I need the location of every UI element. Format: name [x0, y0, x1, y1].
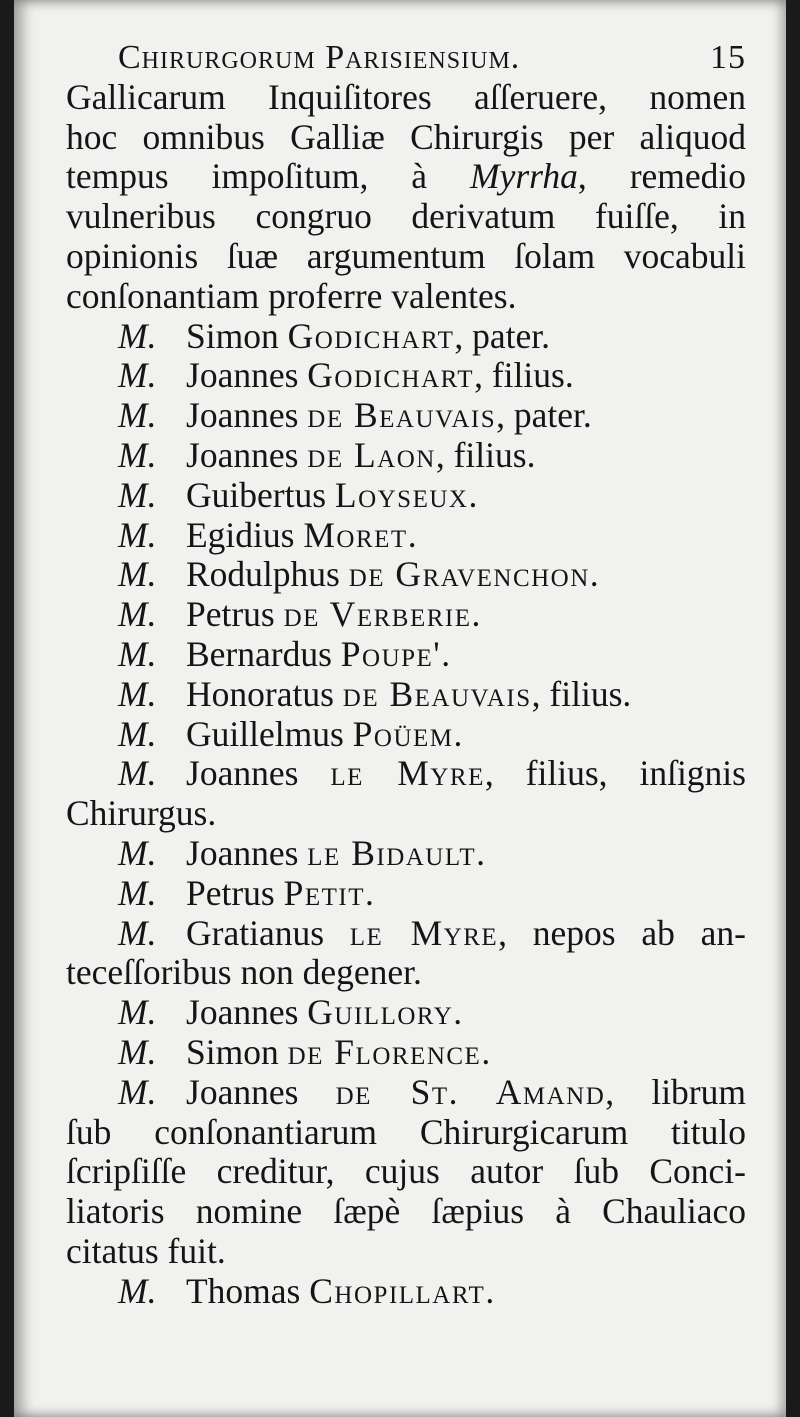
text-line: teceſſoribus non degener. — [66, 952, 422, 993]
surname: le Myre — [330, 753, 485, 794]
entry-suffix: . — [468, 474, 478, 515]
surname: Poupe' — [340, 633, 442, 674]
surgeon-entry — [66, 436, 746, 476]
entry-suffix: . — [365, 872, 374, 913]
entry-suffix: . — [485, 1270, 495, 1311]
magister-abbrev: M. — [118, 673, 157, 714]
surgeon-entry — [66, 754, 746, 794]
magister-abbrev: M. — [118, 912, 157, 953]
entry-suffix: . — [441, 633, 451, 674]
surgeon-entry — [66, 675, 746, 715]
surname: de St. Amand — [335, 1071, 606, 1112]
surgeon-entry — [66, 715, 746, 755]
text-line: conſonantiam proferre valentes. — [66, 275, 517, 316]
surgeon-list — [66, 993, 746, 1073]
italic-word: Myrrha — [470, 156, 578, 197]
entry-suffix: . — [407, 514, 417, 555]
text-line: ſub conſonantiarum Chirurgicarum titulo — [66, 1111, 746, 1152]
page-number: 15 — [710, 39, 746, 76]
text-line: citatus fuit. — [66, 1230, 226, 1271]
given-name: Petrus — [186, 872, 284, 913]
surgeon-entry — [66, 635, 746, 675]
surgeon-entry — [66, 555, 746, 595]
entry-suffix: . — [481, 1031, 491, 1072]
entry-suffix: . — [471, 594, 481, 635]
given-name: Simon — [186, 315, 288, 356]
entry-suffix: , filius. — [531, 673, 632, 714]
surname: Moret — [303, 514, 408, 555]
given-name: Joannes — [186, 992, 308, 1033]
magister-abbrev: M. — [118, 832, 157, 873]
magister-abbrev: M. — [118, 514, 157, 555]
entry-suffix: , filius. — [474, 355, 574, 396]
magister-abbrev: M. — [118, 992, 157, 1033]
given-name: Joannes — [186, 832, 308, 873]
magister-abbrev: M. — [118, 753, 157, 794]
given-name: Simon — [186, 1031, 288, 1072]
surname: le Myre — [349, 912, 499, 953]
text-line: Chirurgus. — [66, 793, 217, 834]
surname: Chopillart — [309, 1270, 486, 1311]
surname: de Laon — [307, 434, 436, 475]
surname: de Gravenchon — [348, 554, 590, 595]
surname: Loyseux — [334, 474, 469, 515]
given-name: Honoratus — [186, 673, 343, 714]
magister-abbrev: M. — [118, 633, 157, 674]
given-name: Guibertus — [186, 474, 335, 515]
magister-abbrev: M. — [118, 554, 157, 595]
text-line: liatoris nomine ſæpè ſæpius à Chauliaco — [66, 1191, 746, 1232]
given-name: Joannes — [186, 395, 308, 436]
magister-abbrev: M. — [118, 1031, 157, 1072]
text-segment: , remedio — [577, 156, 746, 197]
text-line — [66, 157, 746, 197]
surgeon-entry — [66, 356, 746, 396]
entry-suffix: , librum — [605, 1071, 746, 1112]
given-name: Gratianus — [186, 912, 350, 953]
surgeon-entry — [66, 1033, 746, 1073]
given-name: Rodulphus — [186, 554, 349, 595]
surname: le Bidault — [307, 832, 477, 873]
surgeon-entry — [66, 317, 746, 357]
text-line: vulneribus congruo derivatum fuiſſe, in — [66, 196, 746, 237]
text-line: Gallicarum Inquiſitores aſſeruere, nomen — [66, 76, 746, 117]
given-name: Joannes — [186, 434, 308, 475]
surname: Petit — [283, 872, 366, 913]
surgeon-entry — [66, 1272, 746, 1312]
surname: Guillory — [307, 992, 454, 1033]
surgeon-list — [66, 834, 746, 914]
magister-abbrev: M. — [118, 315, 157, 356]
magister-abbrev: M. — [118, 474, 157, 515]
entry-suffix: , pater. — [454, 315, 551, 356]
surgeon-entry — [66, 595, 746, 635]
given-name: Joannes — [186, 355, 308, 396]
entry-suffix: . — [453, 992, 463, 1033]
entry-suffix: , filius. — [435, 434, 536, 475]
entry-suffix: . — [453, 713, 463, 754]
surgeon-list — [66, 317, 746, 755]
given-name: Bernardus — [186, 633, 341, 674]
book-page — [14, 0, 786, 1417]
entry-suffix: , nepos ab an- — [498, 912, 746, 953]
surname: de Beauvais — [342, 673, 532, 714]
given-name: Joannes — [186, 753, 331, 794]
magister-abbrev: M. — [118, 395, 157, 436]
surgeon-entry — [66, 516, 746, 556]
surgeon-entry — [66, 914, 746, 954]
text-line: opinionis ſuæ argumentum ſolam vocabuli — [66, 235, 746, 276]
given-name: Egidius — [186, 514, 304, 555]
surname: Godichart — [287, 315, 455, 356]
surname: de Florence — [287, 1031, 482, 1072]
text-line: ſcripſiſſe creditur, cujus autor ſub Conci- — [66, 1151, 746, 1192]
header-title: Chirurgorum Parisiensium. — [118, 39, 521, 76]
entry-suffix: . — [589, 554, 599, 595]
surgeon-entry — [66, 993, 746, 1033]
entry-suffix: . — [476, 832, 485, 873]
given-name: Thomas — [186, 1270, 310, 1311]
magister-abbrev: M. — [118, 355, 157, 396]
magister-abbrev: M. — [118, 713, 157, 754]
entry-suffix: , filius, inſignis — [484, 753, 746, 794]
magister-abbrev: M. — [118, 434, 157, 475]
magister-abbrev: M. — [118, 872, 157, 913]
surgeon-entry — [66, 874, 746, 914]
text-line: hoc omnibus Galliæ Chirurgis per aliquod — [66, 116, 746, 157]
surgeon-entry — [66, 476, 746, 516]
given-name: Joannes — [186, 1071, 336, 1112]
text-segment: tempus impoſitum, à — [66, 156, 471, 197]
surgeon-entry — [66, 396, 746, 436]
surname: de Verberie — [283, 594, 472, 635]
running-header — [66, 38, 746, 78]
surname: de Beauvais — [307, 395, 497, 436]
magister-abbrev: M. — [118, 1071, 157, 1112]
page-text — [66, 38, 746, 1312]
surgeon-entry — [66, 834, 746, 874]
magister-abbrev: M. — [118, 1270, 157, 1311]
given-name: Guillelmus — [186, 713, 353, 754]
surname: Godichart — [307, 355, 475, 396]
magister-abbrev: M. — [118, 594, 157, 635]
surname: Poüem — [352, 713, 454, 754]
surgeon-entry — [66, 1073, 746, 1113]
given-name: Petrus — [186, 594, 284, 635]
entry-suffix: , pater. — [496, 395, 592, 436]
